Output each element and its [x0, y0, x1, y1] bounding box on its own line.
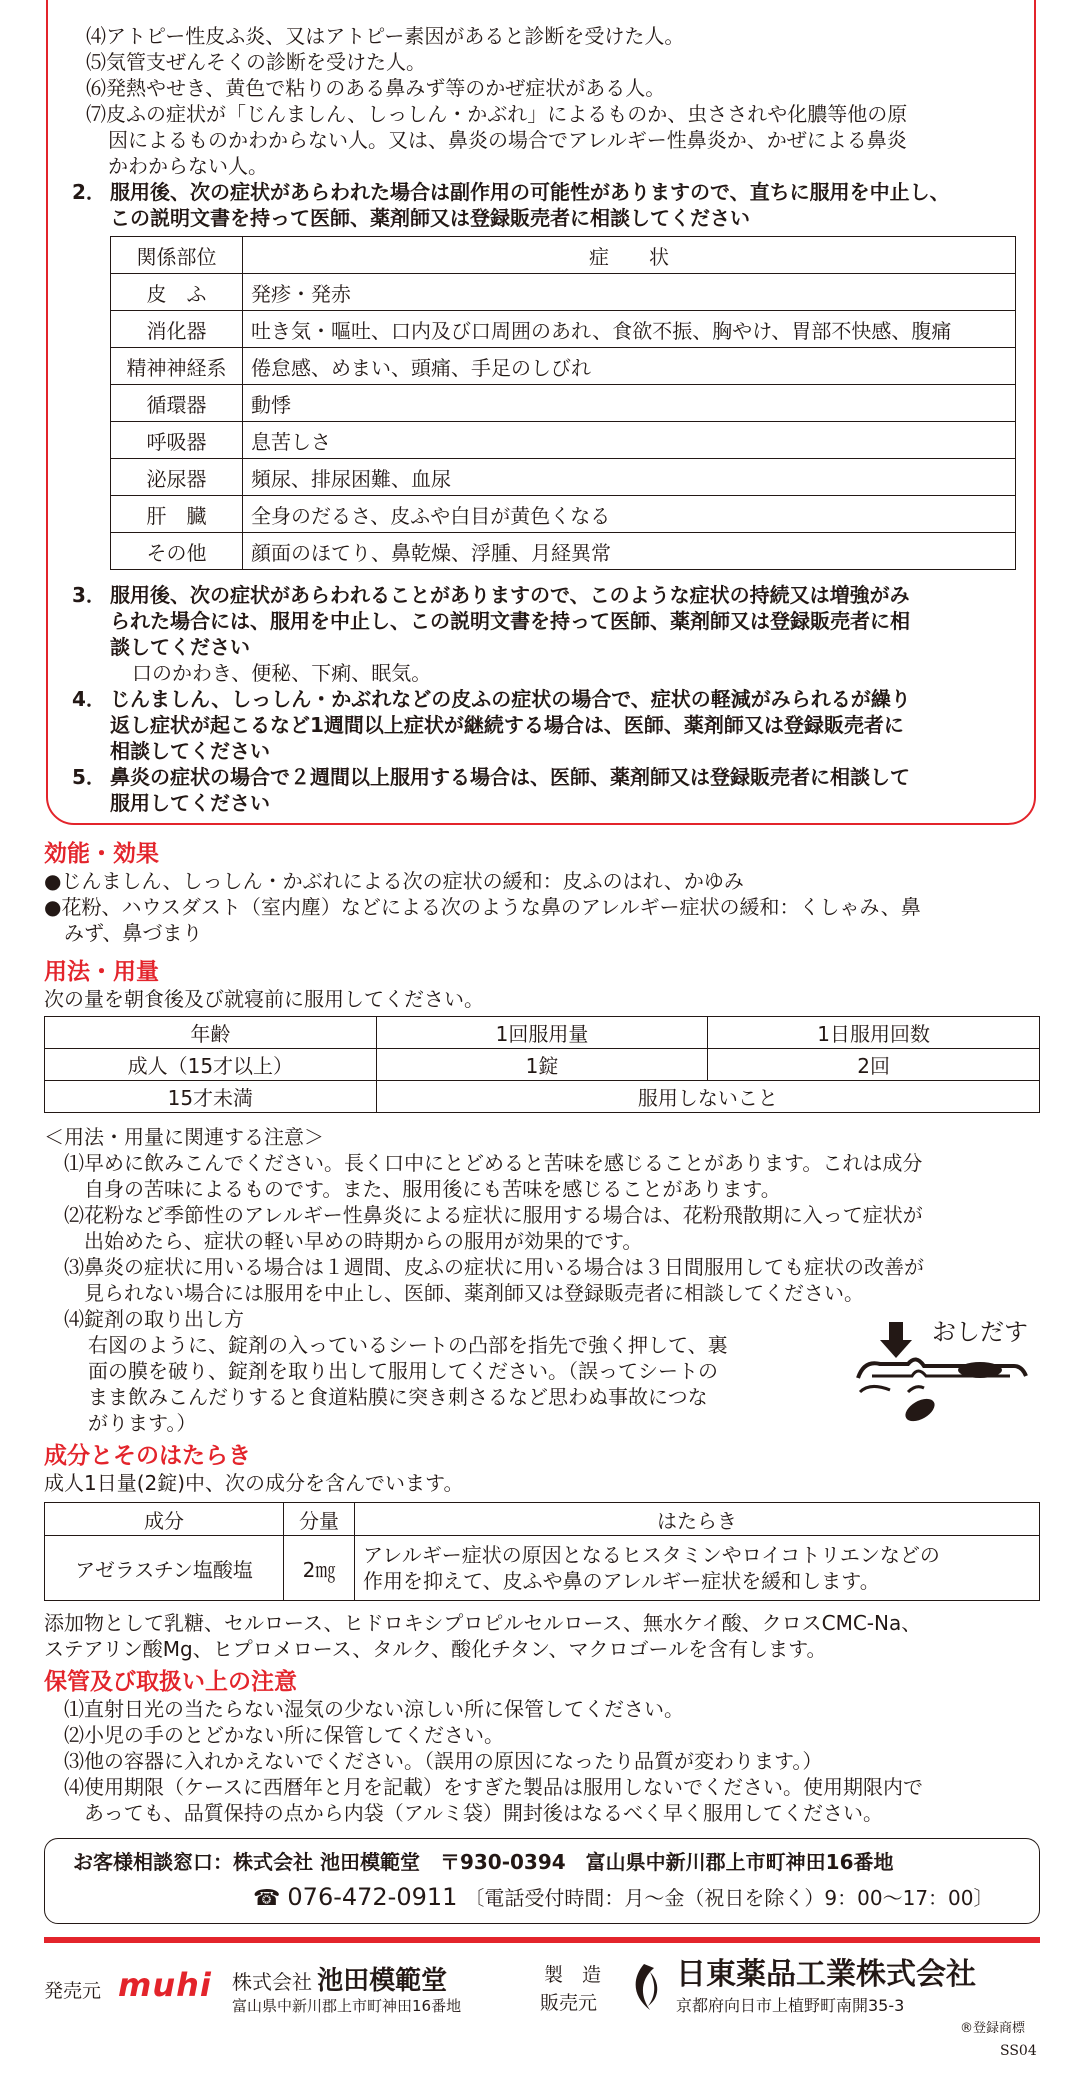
- warning-item-3-detail: 口のかわき、便秘、下痢、眠気。: [132, 661, 432, 685]
- tablet-instruction-line: がります。）: [88, 1411, 197, 1435]
- warning-line: ⑺皮ふの症状が「じんましん、しっしん・かぶれ」によるものか、虫さされや化膿等他の原: [86, 102, 908, 126]
- table-cell: 息苦しさ: [243, 422, 1016, 459]
- storage-line: ⑴直射日光の当たらない湿気の少ない涼しい所に保管してください。: [64, 1697, 684, 1721]
- table-header-cell: 年齢: [45, 1017, 377, 1049]
- table-row: [111, 274, 1016, 311]
- table-cell: その他: [111, 533, 243, 570]
- table-cell: 15才未満: [45, 1081, 377, 1113]
- dosage-notes-title: ＜用法・用量に関連する注意＞: [44, 1125, 324, 1149]
- table-header-row: [111, 237, 1016, 274]
- ingredient-name: アゼラスチン塩酸塩: [45, 1536, 284, 1601]
- warning-item-3-line: 服用後、次の症状があらわれることがありますので、このような症状の持続又は増強がみ: [110, 583, 910, 607]
- additives-line: 添加物として乳糖、セルロース、ヒドロキシプロピルセルロース、無水ケイ酸、クロスCMC-Na、: [44, 1611, 922, 1635]
- warning-item-4-line: 返し症状が起こるなど1週間以上症状が継続する場合は、医師、薬剤師又は登録販売者に: [110, 713, 904, 737]
- press-label: おしだす: [932, 1318, 1028, 1346]
- dosage-note-line: 自身の苦味によるものです。また、服用後にも苦味を感じることがあります。: [64, 1177, 781, 1201]
- table-cell: 2回: [708, 1049, 1040, 1081]
- table-cell: 発疹・発赤: [243, 274, 1016, 311]
- maker-label: 製 造: [544, 1964, 602, 1986]
- ingredient-action-line: アレルギー症状の原因となるヒスタミンやロイコトリエンなどの: [363, 1543, 940, 1567]
- table-cell: 消化器: [111, 311, 243, 348]
- dosage-intro: 次の量を朝食後及び就寝前に服用してください。: [44, 987, 484, 1011]
- phone-icon: ☎: [253, 1886, 281, 1911]
- storage-line: ⑵小児の手のとどかない所に保管してください。: [64, 1723, 504, 1747]
- trademark-note: ®登録商標: [960, 2021, 1026, 2036]
- warning-item-3-line: られた場合には、服用を中止し、この説明文書を持って医師、薬剤師又は登録販売者に相: [110, 609, 910, 633]
- efficacy-line: みず、鼻づまり: [44, 921, 203, 945]
- table-cell: 皮 ふ: [111, 274, 243, 311]
- dosage-note-line: 見られない場合には服用を中止し、医師、薬剤師又は登録販売者に相談してください。: [64, 1281, 864, 1305]
- warning-line: ⑹発熱やせき、黄色で粘りのある鼻みず等のかぜ症状がある人。: [86, 76, 666, 100]
- dosage-note-line: ⑴早めに飲みこんでください。長く口中にとどめると苦味を感じることがあります。これは成分: [64, 1151, 923, 1175]
- muhi-logo: muhi: [118, 1966, 212, 2004]
- table-row: [111, 533, 1016, 570]
- table-cell: 顔面のほてり、鼻乾燥、浮腫、月経異常: [243, 533, 1016, 570]
- ingredients-table: [44, 1502, 1040, 1601]
- table-row: [111, 348, 1016, 385]
- dosage-note-line: ⑵花粉など季節性のアレルギー性鼻炎による症状に服用する場合は、花粉飛散期に入って症状が: [64, 1203, 923, 1227]
- table-row: [45, 1536, 1040, 1601]
- table-row: [111, 459, 1016, 496]
- seller-address: 富山県中新川郡上市町神田16番地: [232, 1997, 462, 2015]
- table-row: [45, 1081, 1040, 1113]
- side-effects-table: [110, 236, 1016, 570]
- footer-divider: [44, 1937, 1040, 1943]
- table-header-cell: 1日服用回数: [708, 1017, 1040, 1049]
- efficacy-line: ●じんましん、しっしん・かぶれによる次の症状の緩和：皮ふのはれ、かゆみ: [44, 869, 744, 893]
- warning-item-4-line: 相談してください: [110, 739, 270, 763]
- table-header-row: [45, 1503, 1040, 1536]
- maker-address: 京都府向日市上植野町南開35-3: [676, 1996, 905, 2015]
- nitto-logo: [630, 1962, 664, 2012]
- contact-phone: 076-472-0911: [287, 1883, 458, 1911]
- additives-line: ステアリン酸Mg、ヒプロメロース、タルク、酸化チタン、マクロゴールを含有します。: [44, 1637, 827, 1661]
- warning-item-5-line: 鼻炎の症状の場合で２週間以上服用する場合は、医師、薬剤師又は登録販売者に相談して: [110, 765, 910, 789]
- efficacy-line: ●花粉、ハウスダスト（室内塵）などによる次のような鼻のアレルギー症状の緩和：くしゃみ、鼻: [44, 895, 921, 919]
- tablet-instruction-line: 面の膜を破り、錠剤を取り出して服用してください。（誤ってシートの: [88, 1359, 718, 1383]
- document-code: SS04: [1000, 2043, 1037, 2059]
- warning-item-2-line: 服用後、次の症状があらわれた場合は副作用の可能性がありますので、直ちに服用を中止し、: [110, 180, 950, 204]
- dosage-table: [44, 1016, 1040, 1113]
- table-cell: 精神神経系: [111, 348, 243, 385]
- dosage-note-line: ⑶鼻炎の症状に用いる場合は１週間、皮ふの症状に用いる場合は３日間服用しても症状の改善が: [64, 1255, 924, 1279]
- table-header-cell: 分量: [284, 1503, 355, 1536]
- ingredient-action-cell: [355, 1536, 1040, 1601]
- seller-company-prefix: 株式会社: [232, 1970, 312, 1994]
- efficacy-title: 効能・効果: [44, 841, 159, 867]
- dosage-title: 用法・用量: [44, 959, 159, 985]
- storage-line: あっても、品質保持の点から内袋（アルミ袋）開封後はなるべく早く服用してください。: [64, 1801, 883, 1825]
- blister-press-illustration: [850, 1318, 1040, 1438]
- dosage-note-line: ⑷錠剤の取り出し方: [64, 1307, 244, 1331]
- table-cell: 動悸: [243, 385, 1016, 422]
- ingredient-amount: 2㎎: [284, 1536, 355, 1601]
- contact-phone-row: [253, 1883, 994, 1913]
- seller-label: 発売元: [44, 1980, 102, 2002]
- storage-line: ⑶他の容器に入れかえないでください。（誤用の原因になったり品質が変わります。）: [64, 1749, 823, 1773]
- table-header-cell: 関係部位: [111, 237, 243, 274]
- table-cell: 成人（15才以上）: [45, 1049, 377, 1081]
- tablet-instruction-line: 右図のように、錠剤の入っているシートの凸部を指先で強く押して、裏: [88, 1333, 728, 1357]
- nitto-logo-icon: [630, 1962, 664, 2012]
- table-row: [45, 1049, 1040, 1081]
- seller-company-name: 池田模範堂: [317, 1966, 448, 1996]
- table-row: [111, 385, 1016, 422]
- table-cell: 1錠: [376, 1049, 708, 1081]
- table-cell: 吐き気・嘔吐、口内及び口周囲のあれ、食欲不振、胸やけ、胃部不快感、腹痛: [243, 311, 1016, 348]
- table-row: [111, 311, 1016, 348]
- table-cell: 全身のだるさ、皮ふや白目が黄色くなる: [243, 496, 1016, 533]
- table-cell: 呼吸器: [111, 422, 243, 459]
- table-cell: 倦怠感、めまい、頭痛、手足のしびれ: [243, 348, 1016, 385]
- warning-line: ⑷アトピー性皮ふ炎、又はアトピー素因があると診断を受けた人。: [86, 24, 685, 48]
- warning-item-4-line: じんましん、しっしん・かぶれなどの皮ふの症状の場合で、症状の軽減がみられるが繰り: [110, 687, 911, 711]
- table-cell: 頻尿、排尿困難、血尿: [243, 459, 1016, 496]
- table-header-cell: 成分: [45, 1503, 284, 1536]
- item-number: 4．: [72, 687, 106, 711]
- table-cell: 肝 臓: [111, 496, 243, 533]
- item-number: 5．: [72, 765, 106, 789]
- table-cell: 服用しないこと: [376, 1081, 1039, 1113]
- warning-item-2-line: この説明文書を持って医師、薬剤師又は登録販売者に相談してください: [110, 206, 750, 230]
- warning-item-5-line: 服用してください: [110, 791, 270, 815]
- warning-item-3-line: 談してください: [110, 635, 250, 659]
- table-header-row: [45, 1017, 1040, 1049]
- ingredients-intro: 成人1日量(2錠)中、次の成分を含んでいます。: [44, 1471, 464, 1495]
- maker-label: 販売元: [540, 1992, 598, 2014]
- warning-line: 因によるものかわからない人。又は、鼻炎の場合でアレルギー性鼻炎か、かぜによる鼻炎: [108, 128, 907, 152]
- table-row: [111, 422, 1016, 459]
- table-header-cell: はたらき: [355, 1503, 1040, 1536]
- item-number: 2．: [72, 180, 106, 204]
- maker-company: 日東薬品工業株式会社: [676, 1957, 976, 1992]
- customer-contact-box: [44, 1838, 1040, 1924]
- storage-title: 保管及び取扱い上の注意: [44, 1669, 297, 1695]
- dosage-note-line: 出始めたら、症状の軽い早めの時期からの服用が効果的です。: [64, 1229, 643, 1253]
- table-row: [111, 496, 1016, 533]
- ingredients-title: 成分とそのはたらき: [44, 1443, 251, 1469]
- item-number: 3．: [72, 583, 106, 607]
- tablet-instruction-line: まま飲みこんだりすると食道粘膜に突き刺さるなど思わぬ事故につな: [88, 1385, 708, 1409]
- table-header-cell: 1回服用量: [376, 1017, 708, 1049]
- table-cell: 循環器: [111, 385, 243, 422]
- table-header-cell: 症 状: [243, 237, 1016, 274]
- warning-line: ⑸気管支ぜんそくの診断を受けた人。: [86, 50, 426, 74]
- storage-line: ⑷使用期限（ケースに西暦年と月を記載）をすぎた製品は服用しないでください。使用期限内で: [64, 1775, 923, 1799]
- contact-line: お客様相談窓口：株式会社 池田模範堂 〒930-0394 富山県中新川郡上市町神田16番地: [73, 1850, 894, 1874]
- table-cell: 泌尿器: [111, 459, 243, 496]
- seller-company: [232, 1960, 447, 1997]
- warning-line: かわからない人。: [108, 154, 268, 178]
- ingredient-action-line: 作用を抑えて、皮ふや鼻のアレルギー症状を緩和します。: [363, 1569, 880, 1593]
- contact-hours: 〔電話受付時間：月～金（祝日を除く）9：00～17：00〕: [464, 1886, 994, 1910]
